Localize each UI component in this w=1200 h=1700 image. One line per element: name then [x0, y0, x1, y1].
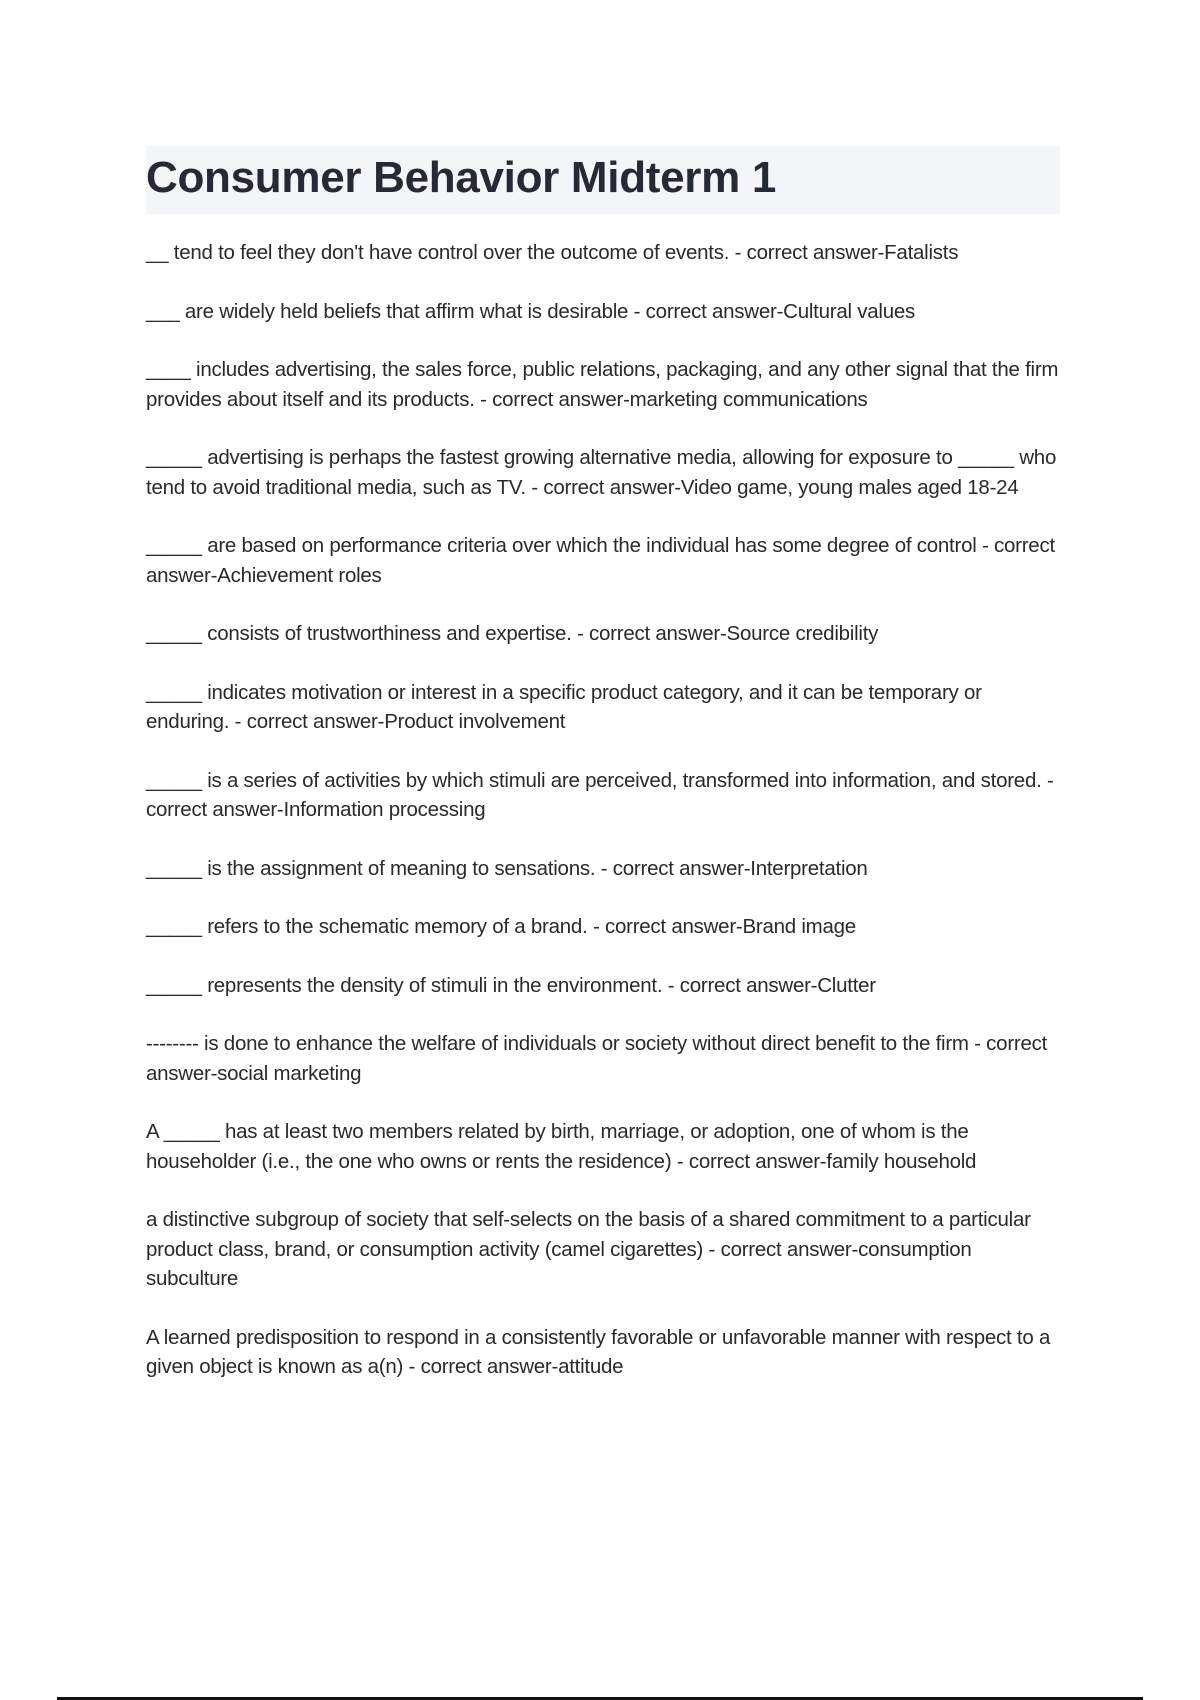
flashcard-entry: _____ advertising is perhaps the fastest growing alternative media, allowing for exposure to _____ who tend to avoid traditional media, such as TV. - correct answer-Video game, young males aged 18-24 [146, 446, 1057, 499]
flashcard-entry: A learned predisposition to respond in a consistently favorable or unfavorable manner with respect to a given object is known as a(n) - correct answer-attitude [146, 1325, 1051, 1378]
flashcard-entry: _____ indicates motivation or interest in a specific product category, and it can be temporary or enduring. - correct answer-Product involvement [146, 680, 982, 733]
flashcard-entry: ____ includes advertising, the sales force, public relations, packaging, and any other signal that the firm provides about itself and its products. - correct answer-marketing communications [146, 358, 1059, 411]
flashcard-entry: a distinctive subgroup of society that self-selects on the basis of a shared commitment to a particular product class, brand, or consumption activity (camel cigarettes) - correct answer-consumption subculture [146, 1208, 1031, 1290]
flashcard-entry: A _____ has at least two members related by birth, marriage, or adoption, one of whom is the householder (i.e., the one who owns or rents the residence) - correct answer-family household [146, 1120, 977, 1173]
document-title: Consumer Behavior Midterm 1 [146, 153, 777, 202]
flashcard-entry: _____ is a series of activities by which stimuli are perceived, transformed into information, and stored. - correct answer-Information processing [146, 768, 1054, 821]
title-banner [146, 146, 1060, 214]
flashcard-entry: __ tend to feel they don't have control over the outcome of events. - correct answer-Fatalists [146, 241, 959, 264]
flashcard-entry: _____ represents the density of stimuli in the environment. - correct answer-Clutter [146, 973, 876, 997]
flashcard-entry: ___ are widely held beliefs that affirm what is desirable - correct answer-Cultural values [146, 299, 916, 323]
flashcard-list [146, 238, 1066, 1411]
flashcard-entry: _____ are based on performance criteria over which the individual has some degree of control - correct answer-Achievement roles [146, 534, 1055, 587]
flashcard-entry: _____ is the assignment of meaning to sensations. - correct answer-Interpretation [146, 856, 868, 880]
flashcard-entry: -------- is done to enhance the welfare of individuals or society without direct benefit to the firm - correct answer-social marketing [146, 1032, 1048, 1085]
flashcard-entry: _____ refers to the schematic memory of a brand. - correct answer-Brand image [146, 915, 856, 938]
flashcard-entry: _____ consists of trustworthiness and expertise. - correct answer-Source credibility [146, 622, 879, 645]
